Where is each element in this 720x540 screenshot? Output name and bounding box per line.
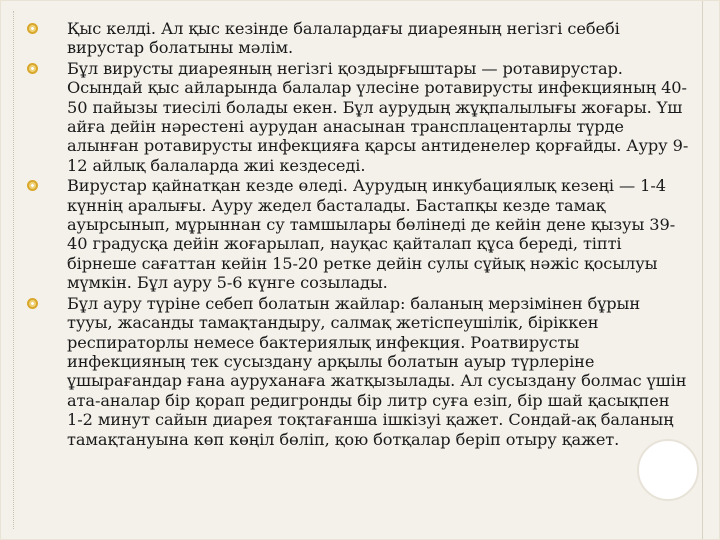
bullet-text: Қыс келді. Ал қыс кезінде балалардағы диареяның негізгі себебі вирустар болатыны мәлім. bbox=[67, 19, 620, 58]
bullet-circle-icon bbox=[27, 180, 38, 191]
bullet-item bbox=[25, 59, 689, 175]
bullet-list bbox=[25, 19, 689, 449]
frame-left-dotted-line bbox=[13, 11, 14, 529]
bullet-text: Бұл ауру түріне себеп болатын жайлар: баланың мерзімінен бұрын тууы, жасанды тамақтандыру, салмақ жетіспеушілік, біріккен респираторлы немесе бактериялық инфекция. Роатвирусты инфекцияның тек сусыздану арқылы болатын ауыр түрлеріне ұшырағандар ғана ауруханаға жатқызылады. Ал сусыздану болмас үшін ата-аналар бір қорап редигронды бір литр суға езіп, бір шай қасықпен 1-2 минут сайын диарея тоқтағанша ішкізуі қажет. Сондай-ақ баланың тамақтануына көп көңіл бөліп, қою ботқалар беріп отыру қажет. bbox=[67, 293, 687, 449]
bullet-item bbox=[25, 176, 689, 292]
bullet-circle-icon bbox=[27, 23, 38, 34]
bullet-circle-icon bbox=[27, 298, 38, 309]
frame-right-line bbox=[702, 1, 703, 539]
bullet-text: Бұл вирусты диареяның негізгі қоздырғыштары — ротавирустар. Осындай қыс айларында балалар үлесіне ротавирусты инфекцияның 40-50 пайызы тиесілі болады екен. Бұл аурудың жұқпалылығы жоғары. Үш айға дейін нәрестені аурудан анасынан трансплацентарлы түрде алынған ротавирусты инфекцияға қарсы антиденелер қорғайды. Ауру 9-12 айлық балаларда жиі кездеседі. bbox=[67, 58, 689, 175]
bullet-item bbox=[25, 19, 689, 58]
slide-content bbox=[25, 19, 689, 450]
bullet-text: Вирустар қайнатқан кезде өледі. Аурудың инкубациялық кезеңі — 1-4 күннің аралығы. Ауру жедел басталады. Бастапқы кезде тамақ ауырсынып, мұрыннан су тамшылары бөлінеді де кейін дене қызуы 39-40 градусқа дейін жоғарылап, науқас қайталап құса береді, тіпті бірнеше сағаттан кейін 15-20 ретке дейін сулы сұйық нәжіс қосылуы мүмкін. Бұл ауру 5-6 күнге созылады. bbox=[67, 176, 676, 293]
bullet-item bbox=[25, 294, 689, 449]
bullet-circle-icon bbox=[27, 63, 38, 74]
